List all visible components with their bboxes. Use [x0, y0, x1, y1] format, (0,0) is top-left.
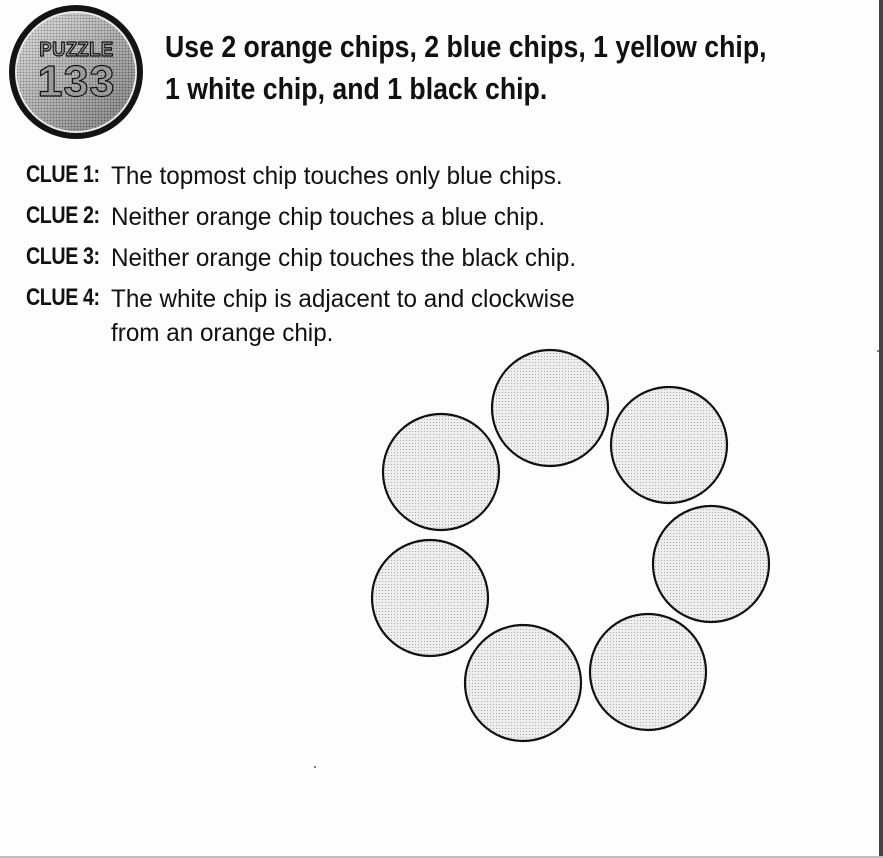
instruction-line-1: Use 2 orange chips, 2 blue chips, 1 yellow chip, — [165, 29, 767, 64]
scan-speck — [314, 766, 316, 768]
clue-label: CLUE 4: — [26, 284, 100, 311]
chip-ring-diagram — [360, 340, 790, 755]
scan-edge-right — [879, 0, 883, 858]
clue-item — [26, 158, 666, 199]
puzzle-number: 133 — [37, 57, 116, 106]
clue-text: Neither orange chip touches a blue chip. — [111, 203, 546, 231]
clue-label: CLUE 2: — [26, 202, 100, 229]
clue-label: CLUE 1: — [26, 161, 100, 188]
clue-label: CLUE 3: — [26, 243, 100, 270]
clue-item — [26, 240, 666, 281]
clue-item — [26, 199, 666, 240]
instruction-line-2: 1 white chip, and 1 black chip. — [165, 71, 548, 106]
chip-slot-4 — [590, 614, 706, 730]
puzzle-instruction — [165, 26, 767, 110]
chip-slot-3 — [653, 506, 769, 622]
chip-slot-2 — [611, 387, 727, 503]
clue-item — [26, 281, 666, 347]
chip-ring — [360, 340, 790, 755]
clue-text: The white chip is adjacent to and clockwise from an orange chip. — [111, 285, 575, 347]
badge-word: PUZZLE — [39, 39, 114, 61]
clue-text: The topmost chip touches only blue chips. — [111, 162, 563, 190]
puzzle-badge — [4, 2, 149, 142]
chip-slot-1 — [492, 350, 608, 466]
chip-slot-7 — [383, 414, 499, 530]
chip-slot-5 — [465, 625, 581, 741]
chip-slot-6 — [372, 540, 488, 656]
clue-list — [26, 158, 666, 347]
clue-text: Neither orange chip touches the black chip. — [111, 244, 577, 272]
